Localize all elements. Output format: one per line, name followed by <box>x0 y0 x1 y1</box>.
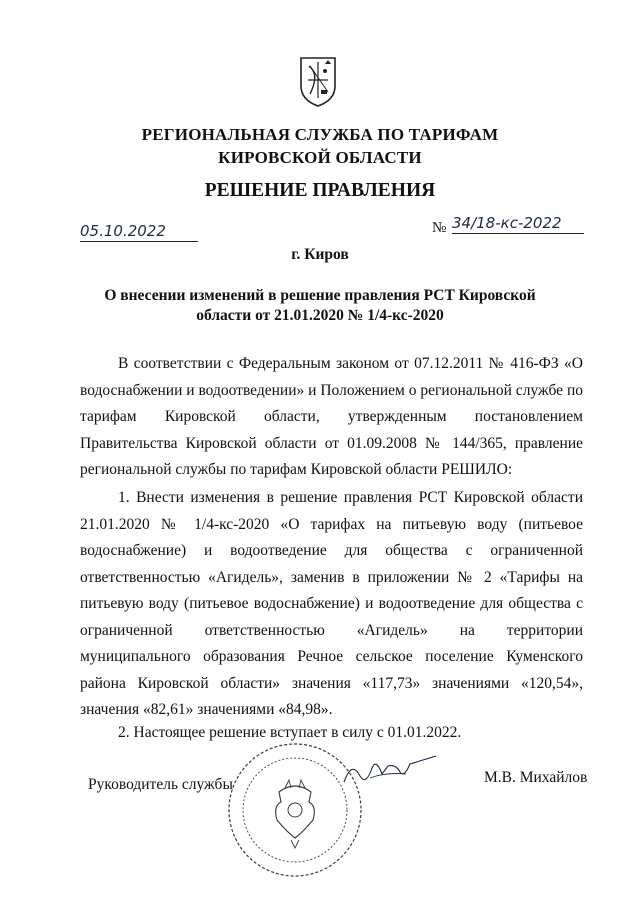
intro-paragraph: В соответствии с Федеральным законом от 07.12.2011 № 416-ФЗ «О водоснабжении и водоотведении» и Положением о региональной службе по тарифам Кировской области, утвержденным постановлением Правительства Кировской области от 01.09.2008 № 144/365, правление региональной службы по тарифам Кировской области РЕШИЛО: <box>80 355 583 478</box>
signer-name: М.В. Михайлов <box>484 769 588 786</box>
number-sign: № <box>432 220 447 236</box>
document-date: 05.10.2022 <box>80 222 198 242</box>
subject-line2: области от 21.01.2020 № 1/4-кс-2020 <box>196 307 444 324</box>
agency-name-line1: РЕГИОНАЛЬНАЯ СЛУЖБА ПО ТАРИФАМ <box>141 125 499 144</box>
kirov-coat-of-arms-icon <box>298 54 338 108</box>
decision-item-2: 2. Настоящее решение вступает в силу с 01.01.2022. <box>118 724 462 741</box>
city-line: г. Киров <box>291 246 349 263</box>
subject-line1: О внесении изменений в решение правления РСТ Кировской <box>104 287 536 304</box>
signer-title: Руководитель службы <box>88 776 233 793</box>
signature-icon <box>340 752 440 792</box>
decision-item-1: 1. Внести изменения в решение правления РСТ Кировской области 21.01.2020 № 1/4-кс-2020 «О тарифах на питьевую воду (питьевое водоснабжение) и водоотведение для общества с ограниченной ответственностью «Агидель», заменив в приложении № 2 «Тарифы на питьевую воду (питьевое водоснабжение) и водоотведение для общества с ограниченной ответственностью «Агидель» на территории муниципального образования Речное сельское поселение Куменского района Кировской области» значения «117,73» значениями «120,54», значения «82,61» значениями «84,98». <box>80 489 583 718</box>
document-number: 34/18-кс-2022 <box>452 214 584 234</box>
document-title: РЕШЕНИЕ ПРАВЛЕНИЯ <box>204 180 436 201</box>
agency-name-line2: КИРОВСКОЙ ОБЛАСТИ <box>218 148 422 167</box>
